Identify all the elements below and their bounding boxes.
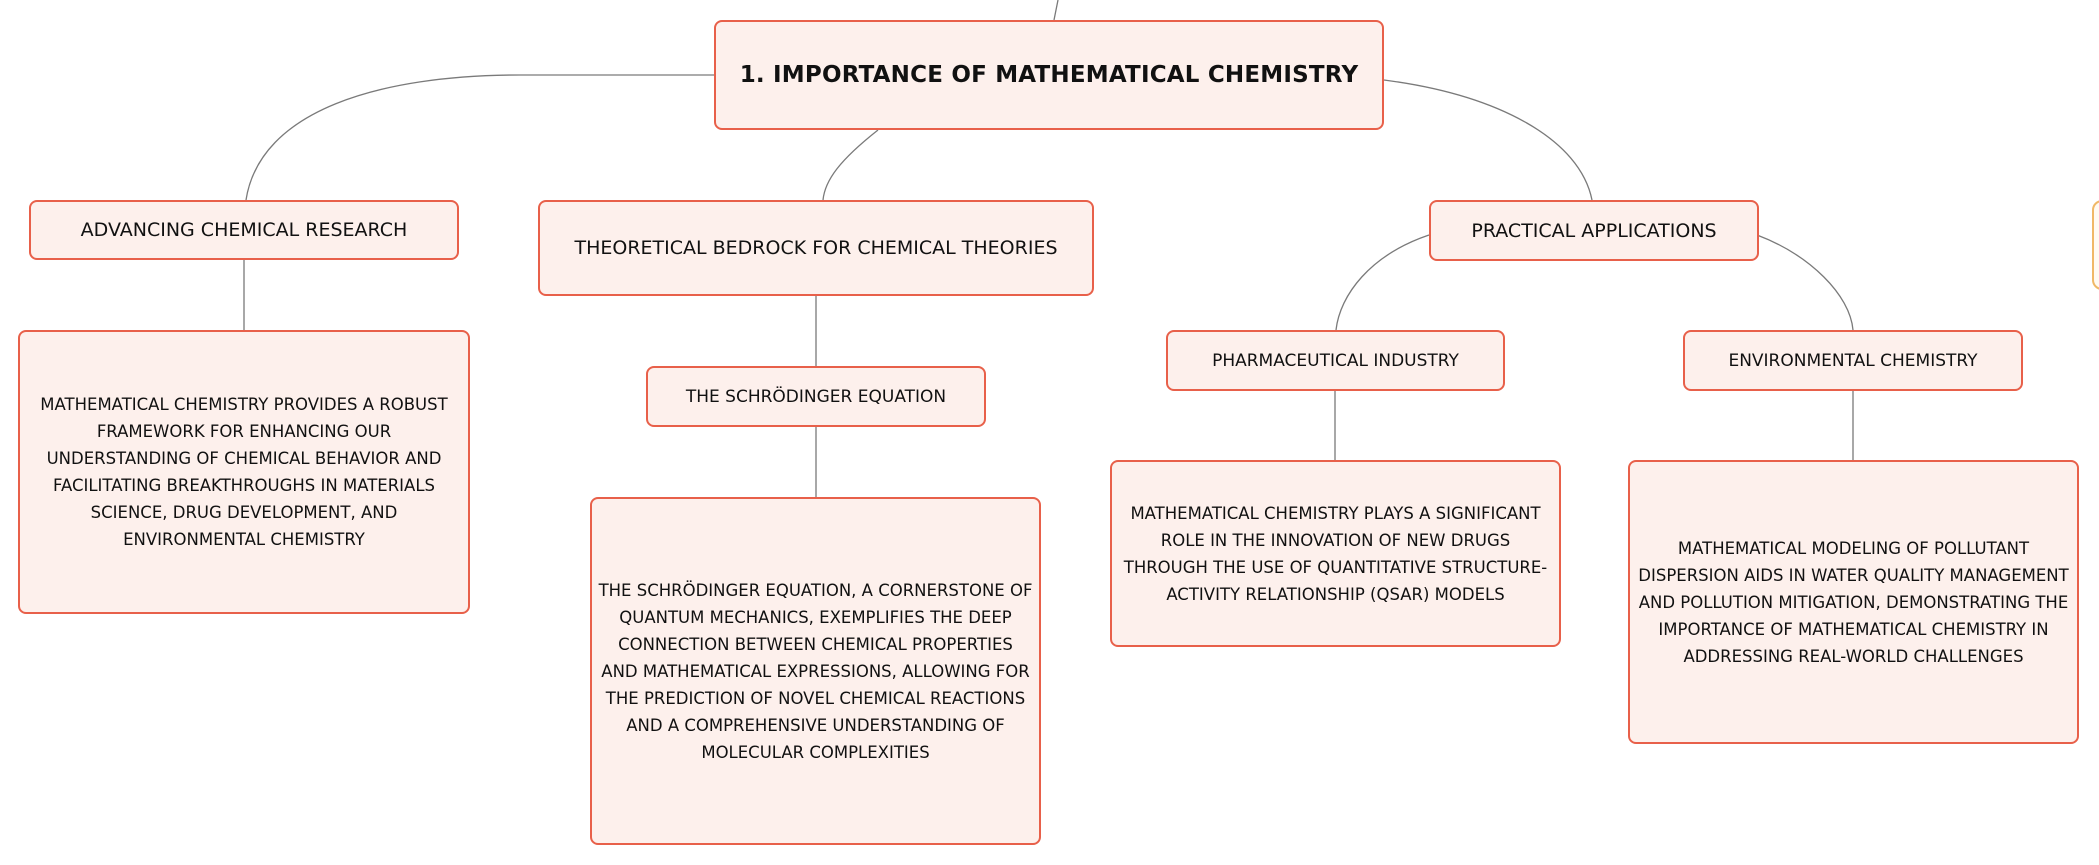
detail-environmental-chemistry-text: MATHEMATICAL MODELING OF POLLUTANT DISPERSION AIDS IN WATER QUALITY MANAGEMENT AND POLLUTION MITIGATION, DEMONSTRATING THE IMPORTANCE OF MATHEMATICAL CHEMISTRY IN ADDRESSING REAL-WORLD CHALLENGES: [1638, 538, 2069, 666]
detail-advancing-chemical-research[interactable]: [18, 330, 470, 614]
detail-pharmaceutical-industry-text: MATHEMATICAL CHEMISTRY PLAYS A SIGNIFICANT ROLE IN THE INNOVATION OF NEW DRUGS THROUGH THE USE OF QUANTITATIVE STRUCTURE-ACTIVITY RELATIONSHIP (QSAR) MODELS: [1123, 503, 1548, 604]
connector-root-to-advancing: [246, 75, 714, 200]
node-schrodinger-equation[interactable]: [646, 366, 986, 427]
root-node-label: 1. IMPORTANCE OF MATHEMATICAL CHEMISTRY: [739, 62, 1359, 88]
branch-practical-applications-label: PRACTICAL APPLICATIONS: [1471, 219, 1717, 242]
branch-practical-applications[interactable]: [1429, 200, 1759, 261]
branch-advancing-chemical-research[interactable]: [29, 200, 459, 260]
detail-schrodinger-equation[interactable]: [590, 497, 1041, 845]
detail-advancing-chemical-research-text: MATHEMATICAL CHEMISTRY PROVIDES A ROBUST FRAMEWORK FOR ENHANCING OUR UNDERSTANDING OF CHEMICAL BEHAVIOR AND FACILITATING BREAKTHROUGHS IN MATERIALS SCIENCE, DRUG DEVELOPMENT, AND ENVIRONMENTAL CHEMISTRY: [40, 395, 448, 549]
connector-root-to-theoretical: [823, 130, 878, 200]
detail-pharmaceutical-industry[interactable]: [1110, 460, 1561, 647]
node-environmental-chemistry[interactable]: [1683, 330, 2023, 391]
detail-schrodinger-equation-text: THE SCHRÖDINGER EQUATION, A CORNERSTONE OF QUANTUM MECHANICS, EXEMPLIFIES THE DEEP CONNECTION BETWEEN CHEMICAL PROPERTIES AND MATHEMATICAL EXPRESSIONS, ALLOWING FOR THE PREDICTION OF NOVEL CHEMICAL REACTIONS AND A COMPREHENSIVE UNDERSTANDING OF MOLECULAR COMPLEXITIES: [598, 580, 1033, 762]
node-pharmaceutical-industry-label: PHARMACEUTICAL INDUSTRY: [1212, 350, 1459, 371]
detail-environmental-chemistry[interactable]: [1628, 460, 2079, 744]
connector-parent-to-root: [1054, 0, 1058, 20]
node-pharmaceutical-industry[interactable]: [1166, 330, 1505, 391]
connector-practical-to-environmental: [1757, 235, 1853, 330]
connector-practical-to-pharma: [1336, 235, 1429, 330]
branch-advancing-chemical-research-label: ADVANCING CHEMICAL RESEARCH: [80, 219, 408, 241]
offscreen-node-edge[interactable]: [2092, 200, 2099, 290]
connector-root-to-practical: [1384, 80, 1592, 200]
root-node[interactable]: [714, 20, 1384, 130]
node-schrodinger-equation-label: THE SCHRÖDINGER EQUATION: [685, 386, 947, 407]
branch-theoretical-bedrock-label: THEORETICAL BEDROCK FOR CHEMICAL THEORIES: [574, 237, 1058, 259]
branch-theoretical-bedrock[interactable]: [538, 200, 1094, 296]
node-environmental-chemistry-label: ENVIRONMENTAL CHEMISTRY: [1728, 350, 1978, 371]
